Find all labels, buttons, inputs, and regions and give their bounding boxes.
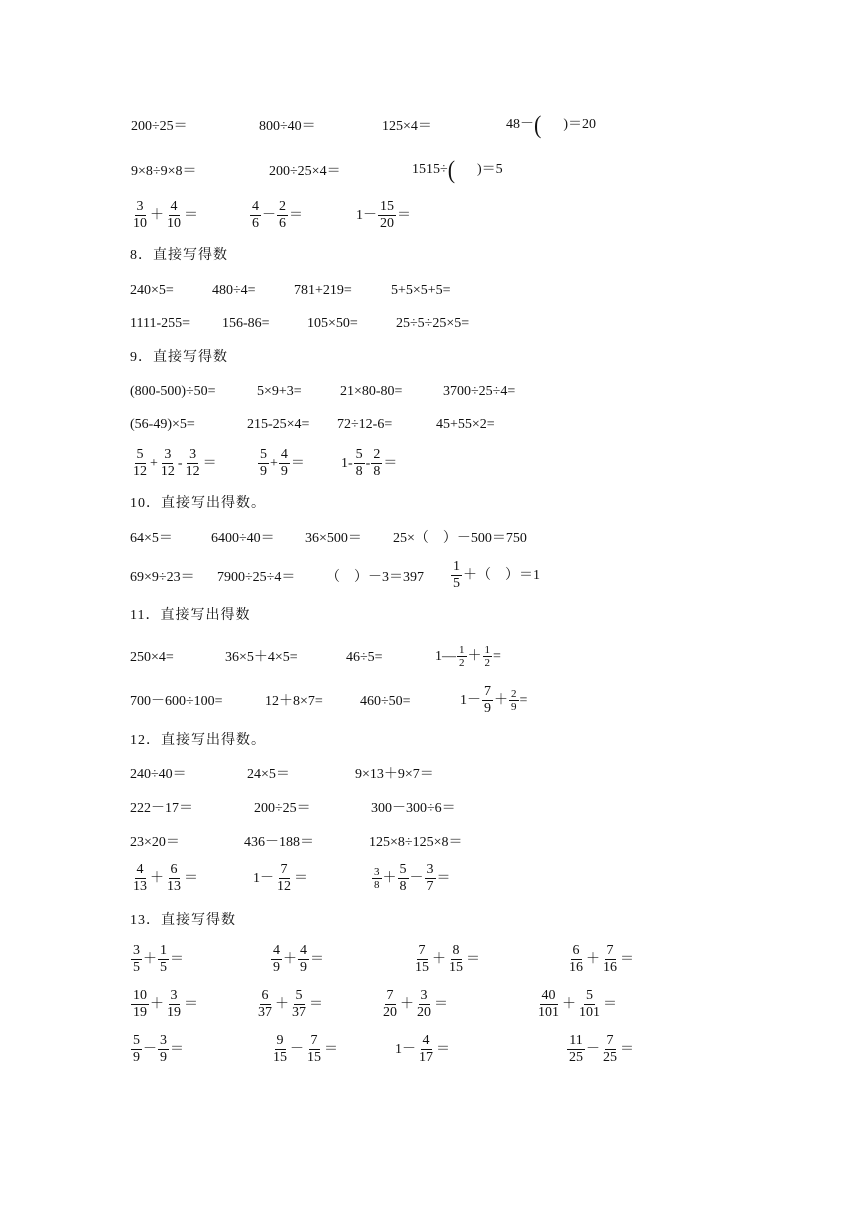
fraction-problem: 1－ $\frac{7}{12}$ ＝: [253, 862, 308, 894]
fraction: $\frac{3}{7}$: [426, 862, 434, 894]
problem: 36×500＝: [305, 531, 362, 546]
equals: ＝: [324, 1041, 338, 1057]
problem: （ ）－3＝397: [326, 570, 424, 585]
fraction: $\frac{6}{37}$: [258, 988, 272, 1020]
fraction-problem: [566, 1033, 634, 1066]
problem: 700－600÷100=: [130, 694, 223, 709]
fraction: $\frac{40}{101}$: [538, 988, 559, 1020]
fraction: $\frac{11}{25}$: [569, 1033, 583, 1065]
fraction-problem: [566, 943, 634, 976]
section-heading: 9．直接写得数: [130, 350, 228, 365]
problem: 222－17＝: [130, 801, 193, 816]
equals: ＝: [184, 996, 198, 1012]
fraction: $\frac{3}{19}$: [167, 988, 181, 1020]
operator: －: [290, 1041, 304, 1057]
operator: ＋: [400, 996, 414, 1012]
fraction-problem: [270, 943, 324, 976]
fraction-problem: $\frac{4}{13}$ ＋ $\frac{6}{13}$ ＝: [133, 862, 198, 894]
operator: ＋: [283, 951, 297, 967]
problem: 72÷12-6=: [337, 417, 393, 432]
fraction: $\frac{1}{2}$: [459, 644, 465, 669]
paren-open: (: [447, 155, 456, 184]
problem-left: 1515÷: [412, 162, 448, 177]
fraction: $\frac{2}{6}$: [279, 199, 286, 231]
problem: 7900÷25÷4＝: [217, 570, 296, 585]
problem: 460÷50=: [360, 694, 411, 709]
equals: ＝: [620, 951, 634, 967]
problem: 3700÷25÷4=: [443, 384, 516, 399]
fraction-problem: 1－ $\frac{15}{20}$ ＝: [356, 199, 411, 231]
problem-right: )＝20: [563, 117, 596, 132]
fraction: $\frac{6}{16}$: [569, 943, 583, 975]
operator: ＋: [432, 951, 446, 967]
problem: 240×5=: [130, 283, 174, 298]
problem: (800-500)÷50=: [130, 384, 216, 399]
section-heading: 13．直接写得数: [130, 913, 236, 928]
problem: 23×20＝: [130, 835, 180, 850]
fraction: $\frac{4}{9}$: [280, 447, 288, 479]
problem-right: )＝5: [477, 162, 503, 177]
fraction: $\frac{10}{19}$: [133, 988, 147, 1020]
problem: 21×80-80=: [340, 384, 403, 399]
paren-open: (: [534, 110, 542, 139]
equals: ＝: [170, 951, 184, 967]
problem: 46÷5=: [346, 650, 383, 665]
problem: 215-25×4=: [247, 417, 310, 432]
fraction: $\frac{9}{15}$: [273, 1033, 287, 1065]
fraction: $\frac{3}{5}$: [133, 943, 140, 975]
problem-blank: [412, 155, 503, 184]
problem: 200÷25＝: [254, 801, 311, 816]
fraction: $\frac{1}{5}$: [160, 943, 167, 975]
problem: 25÷5÷25×5=: [396, 316, 470, 331]
equals: ＝: [603, 996, 617, 1012]
fraction-problem: $\frac{3}{8}$ ＋ $\frac{5}{8}$ － $\frac{3}{7}$ ＝: [374, 862, 451, 894]
problem: 200÷25＝: [131, 119, 188, 134]
fraction: $\frac{5}{8}$: [399, 862, 407, 894]
problem: 24×5＝: [247, 767, 290, 782]
problem: 200÷25×4＝: [269, 164, 341, 179]
equals: ＝: [170, 1041, 184, 1057]
fraction: $\frac{5}{8}$: [355, 447, 363, 479]
problem: 9×8÷9×8＝: [131, 164, 197, 179]
fraction: $\frac{4}{17}$: [419, 1033, 433, 1065]
fraction-problem: $\frac{3}{10}$ ＋ $\frac{4}{10}$ ＝: [133, 199, 198, 231]
fraction-problem: [395, 1033, 450, 1066]
problem: 12＋8×7=: [265, 694, 323, 709]
problem-right: ＋（ ）＝1: [463, 567, 540, 583]
fraction-problem: [130, 1033, 184, 1066]
operator: ＋: [275, 996, 289, 1012]
one-minus: 1-: [341, 455, 353, 471]
fraction: $\frac{4}{6}$: [252, 199, 259, 231]
problem: 1111-255=: [130, 316, 190, 331]
operator: －: [586, 1041, 600, 1057]
equals: ＝: [310, 951, 324, 967]
fraction-problem: [450, 559, 540, 592]
fraction: $\frac{5}{9}$: [133, 1033, 140, 1065]
fraction: $\frac{3}{20}$: [417, 988, 431, 1020]
problem: 105×50=: [307, 316, 358, 331]
fraction: $\frac{3}{12}$: [160, 447, 175, 479]
fraction: $\frac{2}{8}$: [373, 447, 381, 479]
problem: 36×5＋4×5=: [225, 650, 298, 665]
fraction: $\frac{7}{16}$: [603, 943, 617, 975]
fraction-problem: 1－ $\frac{7}{9}$ ＋ $\frac{2}{9}$ =: [460, 684, 528, 716]
problem: 25×（ ）－500＝750: [393, 531, 527, 546]
problem: 64×5＝: [130, 531, 173, 546]
section-heading: 12．直接写出得数。: [130, 733, 266, 748]
problem: 436－188＝: [244, 835, 314, 850]
operator: ＋: [586, 951, 600, 967]
operator: ＋: [562, 996, 576, 1012]
fraction-problem: [255, 988, 323, 1021]
operator: ＋: [143, 951, 157, 967]
problem: 250×4=: [130, 650, 174, 665]
fraction-problem: 1- $\frac{5}{8}$ - $\frac{2}{8}$ ＝: [341, 447, 398, 479]
fraction-problem: $\frac{5}{9}$ + $\frac{4}{9}$ ＝: [260, 447, 305, 479]
problem: 6400÷40＝: [211, 531, 275, 546]
fraction-problem: [130, 943, 184, 976]
fraction: $\frac{7}{15}$: [415, 943, 429, 975]
fraction: $\frac{4}{9}$: [300, 943, 307, 975]
equals: ＝: [466, 951, 480, 967]
fraction: $\frac{7}{25}$: [603, 1033, 617, 1065]
fraction: $\frac{3}{9}$: [160, 1033, 167, 1065]
problem: 240÷40＝: [130, 767, 187, 782]
fraction: $\frac{2}{9}$: [511, 688, 517, 713]
equals: ＝: [436, 1041, 450, 1057]
problem: (56-49)×5=: [130, 417, 195, 432]
problem: 45+55×2=: [436, 417, 495, 432]
problem: 125×4＝: [382, 119, 432, 134]
one-minus: 1－: [395, 1041, 416, 1057]
fraction: $\frac{7}{20}$: [383, 988, 397, 1020]
fraction: $\frac{4}{9}$: [273, 943, 280, 975]
fraction-problem: $\frac{4}{6}$ － $\frac{2}{6}$ ＝: [252, 199, 303, 231]
one-minus: 1—: [435, 648, 456, 664]
problem: 125×8÷125×8＝: [369, 835, 463, 850]
problem: 69×9÷23＝: [130, 570, 195, 585]
operator: －: [143, 1041, 157, 1057]
equals: ＝: [309, 996, 323, 1012]
fraction: $\frac{7}{12}$: [277, 862, 291, 894]
problem: 480÷4=: [212, 283, 256, 298]
problem: 9×13＋9×7＝: [355, 767, 434, 782]
fraction: $\frac{6}{13}$: [167, 862, 181, 894]
problem: 5+5×5+5=: [391, 283, 451, 298]
problem: 300－300÷6＝: [371, 801, 456, 816]
operator: ＋: [150, 996, 164, 1012]
equals: ＝: [434, 996, 448, 1012]
fraction: $\frac{3}{10}$: [133, 199, 147, 231]
problem: 781+219=: [294, 283, 352, 298]
equals: ＝: [620, 1041, 634, 1057]
fraction: $\frac{1}{2}$: [484, 644, 490, 669]
fraction-problem: 1— $\frac{1}{2}$ ＋ $\frac{1}{2}$ =: [435, 644, 501, 669]
fraction: $\frac{8}{15}$: [449, 943, 463, 975]
fraction: $\frac{5}{101}$: [579, 988, 600, 1020]
section-heading: 10．直接写出得数。: [130, 496, 266, 511]
fraction: $\frac{3}{8}$: [374, 866, 380, 891]
one-minus: 1－: [253, 870, 274, 886]
fraction: $\frac{7}{9}$: [484, 684, 491, 716]
fraction: $\frac{5}{37}$: [292, 988, 306, 1020]
problem-left: 48－: [506, 117, 534, 132]
fraction-problem: [535, 988, 617, 1021]
one-minus: 1－: [356, 207, 377, 223]
one-minus: 1－: [460, 692, 481, 708]
problem: 800÷40＝: [259, 119, 316, 134]
fraction: $\frac{7}{15}$: [307, 1033, 321, 1065]
section-heading: 8．直接写得数: [130, 248, 228, 263]
section-heading: 11．直接写出得数: [130, 608, 251, 623]
fraction: $\frac{1}{5}$: [453, 559, 460, 591]
fraction: $\frac{3}{12}$: [185, 447, 200, 479]
problem-blank: [506, 110, 596, 139]
fraction: $\frac{15}{20}$: [380, 199, 394, 231]
problem: 5×9+3=: [257, 384, 302, 399]
problem: 156-86=: [222, 316, 270, 331]
fraction-problem: [130, 988, 198, 1021]
fraction: $\frac{5}{12}$: [133, 447, 147, 479]
fraction-problem: [380, 988, 448, 1021]
fraction-problem: [412, 943, 480, 976]
fraction: $\frac{4}{13}$: [133, 862, 147, 894]
fraction-problem: [270, 1033, 338, 1066]
fraction-problem: $\frac{5}{12}$ + $\frac{3}{12}$ - $\frac{3}{12}$ ＝: [133, 447, 217, 479]
fraction: $\frac{4}{10}$: [167, 199, 181, 231]
fraction: $\frac{5}{9}$: [260, 447, 267, 479]
